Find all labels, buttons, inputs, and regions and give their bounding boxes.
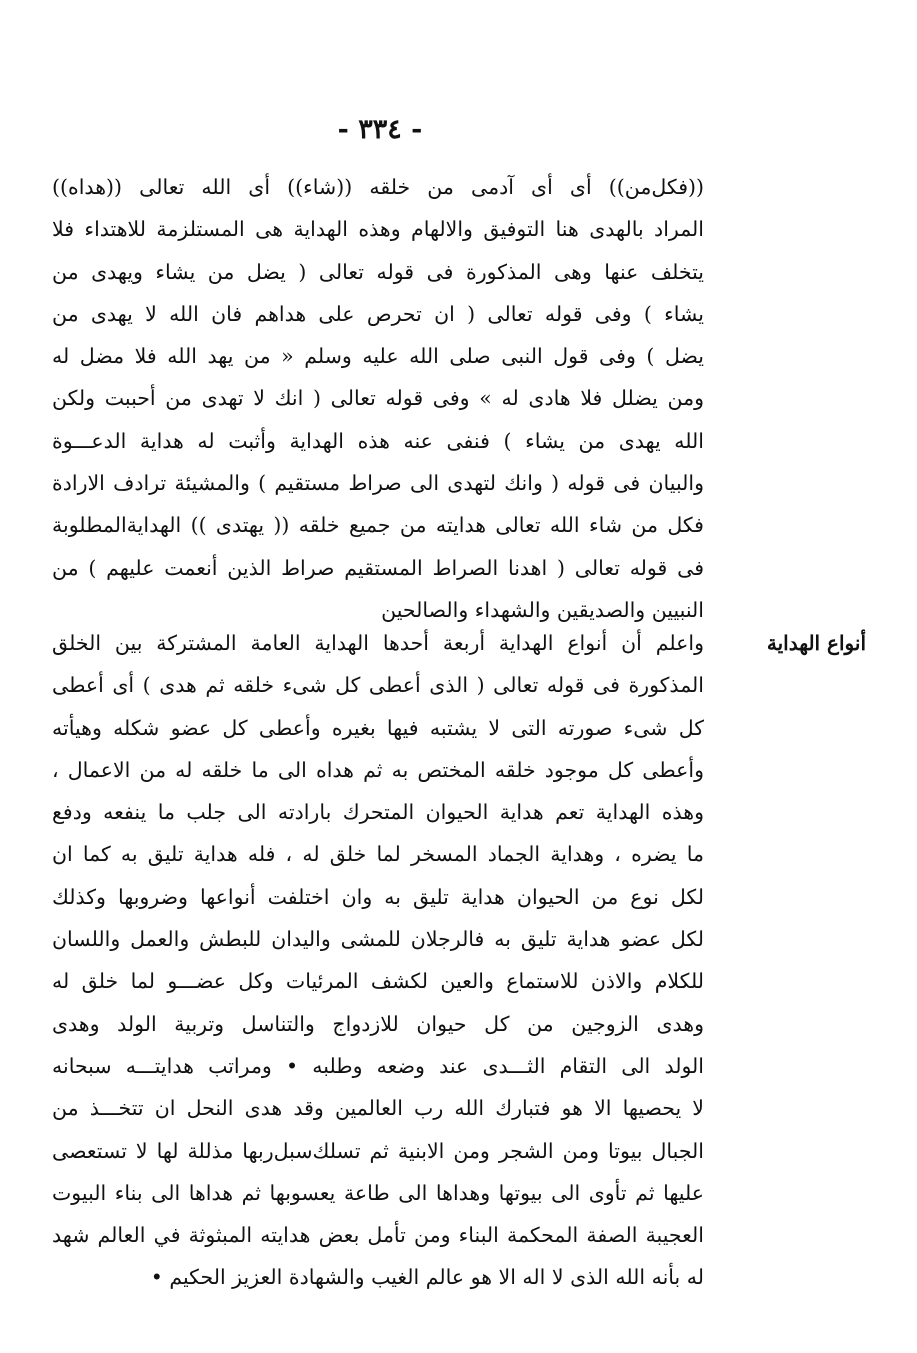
side-heading: أنواع الهداية (766, 631, 866, 655)
text-line: النبيين والصديقين والشهداء والصالحين (381, 597, 704, 622)
text-line: كل شىء صورته التى لا يشتبه فيها بغيره وأعطى كل عضو شكله وهيأته (52, 715, 704, 740)
text-line: لكل عضو هداية تليق به فالرجلان للمشى واليدان للبطش والعمل واللسان (52, 927, 704, 952)
text-line: الله يهدى من يشاء ) فنفى عنه هذه الهداية وأثبت له هداية الدعـــوة (52, 428, 704, 453)
text-line: له بأنه الله الذى لا اله الا هو عالم الغيب والشهادة العزيز الحكيم • (150, 1265, 704, 1290)
text-line: للكلام والاذن للاستماع والعين لكشف المرئيات وكل عضـــو لما خلق له (52, 969, 704, 994)
text-line: المراد بالهدى هنا التوفيق والالهام وهذه الهداية هى المستلزمة للاهتداء فلا (52, 217, 704, 242)
paragraph-1 (52, 166, 704, 631)
paragraph-2 (52, 622, 704, 1299)
text-line: لكل نوع من الحيوان هداية تليق به وان اختلفت أنواعها وضروبها وكذلك (52, 884, 704, 909)
text-line: ((فكل‌من)) أى أى آدمى من خلقه ((شاء)) أى الله تعالى ((هداه)) (52, 175, 704, 199)
text-line: وأعطى كل موجود خلقه المختص به ثم هداه الى ما خلقه له من الاعمال ، (52, 757, 704, 782)
text-line: وهذه الهداية تعم هداية الحيوان المتحرك بارادته الى جلب ما ينفعه ودفع (52, 800, 704, 825)
text-line: فى قوله تعالى ( اهدنا الصراط المستقيم صراط الذين أنعمت عليهم ) من (52, 555, 704, 580)
text-line: والبيان فى قوله ( وانك لتهدى الى صراط مستقيم ) والمشيئة ترادف الارادة (52, 471, 704, 496)
text-line: عليها ثم تأوى الى بيوتها وهداها الى طاعة يعسوبها ثم هداها الى بناء البيوت (52, 1180, 704, 1205)
text-line: فكل من شاء الله تعالى هدايته من جميع خلقه (( يهتدى )) الهداية‌المطلوبة (52, 513, 704, 538)
text-line: ومن يضلل فلا هادى له » وفى قوله تعالى ( انك لا تهدى من أحببت ولكن (52, 386, 704, 411)
page-number: - ٣٣٤ - (337, 114, 423, 145)
text-line: الجبال بيوتا ومن الشجر ومن الابنية ثم تسلك‌سبل‌ربها مذللة لها لا تستعصى (52, 1138, 704, 1163)
text-line: الولد الى التقام الثـــدى عند وضعه وطلبه • ومراتب هدايتـــه سبحانه (52, 1053, 704, 1078)
text-line: يضل ) وفى قول النبى صلى الله عليه وسلم « من يهد الله فلا مضل له (52, 344, 704, 369)
text-line: يشاء ) وفى قوله تعالى ( ان تحرص على هداهم فان الله لا يهدى من (52, 301, 704, 326)
text-line: وهدى الزوجين من كل حيوان للازدواج والتناسل وتربية الولد وهدى (52, 1011, 704, 1036)
text-line: المذكورة فى قوله تعالى ( الذى أعطى كل شىء خلقه ثم هدى ) أى أعطى (52, 673, 704, 698)
text-line: ما يضره ، وهداية الجماد المسخر لما خلق له ، فله هداية تليق به كما ان (52, 842, 704, 867)
text-line: العجيبة الصفة المحكمة البناء ومن تأمل بعض هدايته المبثوثة في العالم شهد (52, 1223, 704, 1248)
text-line: يتخلف عنها وهى المذكورة فى قوله تعالى ( يضل من يشاء ويهدى من (52, 259, 704, 284)
text-line: لا يحصيها الا هو فتبارك الله رب العالمين وقد هدى النحل ان تتخـــذ من (52, 1096, 704, 1121)
text-line: واعلم أن أنواع الهداية أربعة أحدها الهداية العامة المشتركة بين الخلق (52, 631, 704, 655)
